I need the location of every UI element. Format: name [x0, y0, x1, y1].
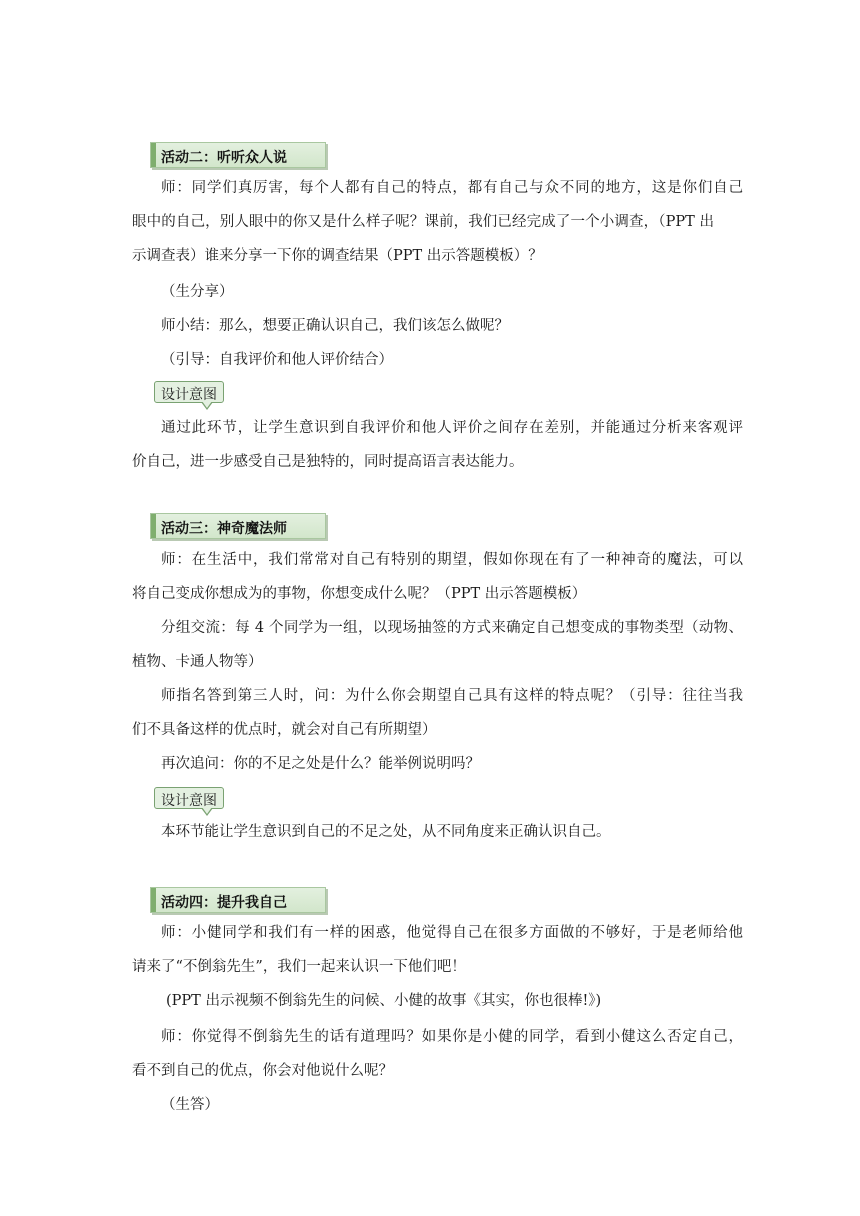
activity3-line-7: 再次追问：你的不足之处是什么？能举例说明吗？ — [161, 756, 480, 772]
activity4-heading — [150, 887, 326, 913]
activity3-heading — [150, 513, 326, 539]
activity2-heading — [150, 142, 326, 168]
activity2-heading-text: 活动二：听听众人说 — [161, 150, 287, 166]
activity2-design-line-1: 通过此环节，让学生意识到自我评价和他人评价之间存在差别，并能通过分析来客观评 — [161, 420, 743, 436]
activity4-line-4: 师：你觉得不倒翁先生的话有道理吗？如果你是小健的同学，看到小健这么否定自己， — [161, 1029, 743, 1045]
activity3-line-5: 师指名答到第三人时，问：为什么你会期望自己具有这样的特点呢？（引导：往往当我 — [161, 688, 743, 704]
design-intent-label: 设计意图 — [161, 793, 217, 809]
activity2-line-3: 示调查表）谁来分享一下你的调查结果（PPT 出示答题模板）？ — [132, 248, 543, 264]
activity4-line-5: 看不到自己的优点，你会对他说什么呢？ — [132, 1063, 393, 1079]
activity3-design-line-1: 本环节能让学生意识到自己的不足之处，从不同角度来正确认识自己。 — [161, 824, 611, 840]
design-intent-label: 设计意图 — [161, 387, 217, 403]
activity4-line-2: 请来了“不倒翁先生”，我们一起来认识一下他们吧！ — [132, 959, 466, 975]
activity4-line-1: 师：小健同学和我们有一样的困惑，他觉得自己在很多方面做的不够好，于是老师给他 — [161, 925, 743, 941]
heading-accent-bar — [151, 888, 156, 912]
activity2-line-1: 师：同学们真厉害，每个人都有自己的特点，都有自己与众不同的地方，这是你们自己 — [161, 180, 743, 196]
activity3-heading-text: 活动三：神奇魔法师 — [161, 521, 287, 537]
activity2-design-callout — [154, 381, 224, 403]
activity4-line-3: (PPT 出示视频不倒翁先生的问候、小健的故事《其实，你也很棒!》) — [166, 993, 602, 1009]
activity2-design-line-2: 价自己，进一步感受自己是独特的，同时提高语言表达能力。 — [132, 454, 524, 470]
heading-accent-bar — [151, 514, 156, 538]
activity2-line-5: 师小结：那么，想要正确认识自己，我们该怎么做呢？ — [161, 318, 509, 334]
activity3-line-6: 们不具备这样的优点时，就会对自己有所期望） — [132, 722, 437, 738]
activity2-line-4: （生分享） — [161, 284, 234, 300]
activity2-line-2: 眼中的自己，别人眼中的你又是什么样子呢？课前，我们已经完成了一个小调查，（PPT 出 — [132, 214, 714, 230]
heading-accent-bar — [151, 143, 156, 167]
activity3-line-3: 分组交流：每 4 个同学为一组，以现场抽签的方式来确定自己想变成的事物类型（动物、 — [161, 620, 743, 636]
activity3-line-1: 师：在生活中，我们常常对自己有特别的期望，假如你现在有了一种神奇的魔法，可以 — [161, 552, 743, 568]
activity4-heading-text: 活动四：提升我自己 — [161, 895, 287, 911]
activity3-line-2: 将自己变成你想成为的事物，你想变成什么呢？（PPT 出示答题模板） — [132, 586, 587, 602]
activity2-line-6: （引导：自我评价和他人评价结合） — [161, 352, 393, 368]
activity3-design-callout — [154, 787, 224, 809]
activity4-line-6: （生答） — [161, 1097, 219, 1113]
activity3-line-4: 植物、卡通人物等） — [132, 654, 263, 670]
